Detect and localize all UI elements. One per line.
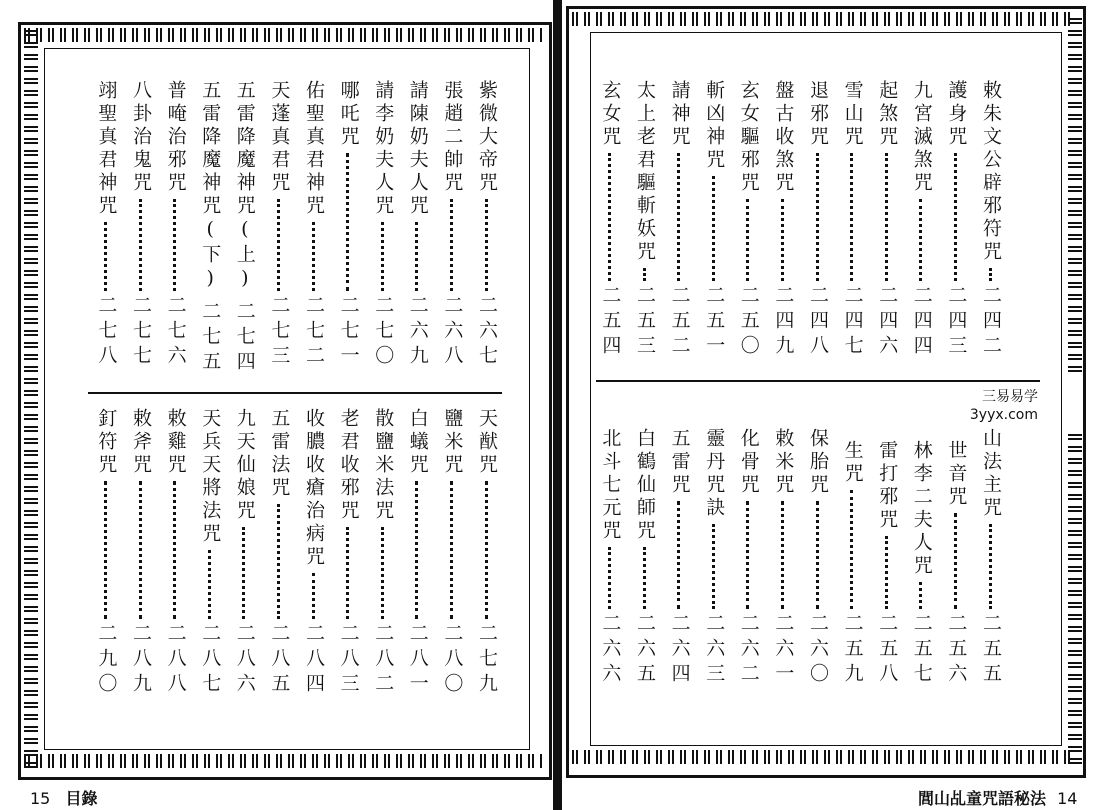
toc-entry-page-number: 二八三 — [337, 623, 360, 698]
toc-leader-dots — [919, 199, 924, 281]
toc-entry-title: 五雷咒 — [668, 428, 691, 497]
toc-leader-dots — [381, 222, 386, 291]
toc-entry-title: 五雷降魔神咒(上) — [233, 80, 256, 293]
toc-entry-page-number: 二七九 — [476, 623, 498, 698]
right-page-right-meander-border — [1068, 12, 1082, 372]
toc-entry — [301, 408, 327, 698]
toc-entry — [93, 80, 119, 370]
toc-leader-dots — [173, 481, 178, 619]
toc-leader-dots — [954, 513, 959, 609]
toc-entry-title: 天蓬真君咒 — [268, 80, 291, 195]
right-page-bottom-meander-border — [572, 750, 1076, 764]
toc-entry-page-number: 二九〇 — [95, 623, 118, 698]
toc-entry-page-number: 二四四 — [910, 285, 933, 360]
right-page-top-meander-border — [572, 12, 1076, 26]
toc-entry — [805, 80, 831, 360]
toc-entry-page-number: 二六三 — [703, 613, 726, 688]
left-page-section-label: 目錄 — [65, 789, 98, 808]
toc-entry — [93, 408, 119, 698]
toc-entry-title: 敕米咒 — [772, 428, 795, 497]
toc-entry — [909, 80, 935, 360]
toc-entry-title: 收膿收瘡治病咒 — [303, 408, 325, 569]
toc-leader-dots — [312, 573, 317, 619]
toc-leader-dots — [816, 501, 821, 609]
left-page-top-meander-border — [24, 28, 542, 42]
toc-entry — [128, 80, 154, 370]
toc-leader-dots — [608, 547, 613, 609]
toc-entry-title: 太上老君驅斬妖咒 — [634, 80, 656, 264]
toc-entry — [232, 80, 258, 376]
toc-entry — [439, 408, 465, 698]
toc-entry-title: 五雷法咒 — [268, 408, 291, 500]
right-page-number: 14 — [1057, 789, 1078, 808]
toc-entry — [909, 440, 935, 688]
toc-entry — [805, 428, 831, 688]
toc-entry-title: 護身咒 — [945, 80, 968, 149]
toc-entry-title: 釘符咒 — [95, 408, 118, 477]
left-page-bottom-meander-border — [24, 754, 542, 768]
left-page-left-meander-border — [24, 28, 38, 768]
toc-entry-title: 敕雞咒 — [164, 408, 187, 477]
toc-leader-dots — [104, 222, 109, 291]
toc-leader-dots — [312, 222, 317, 291]
toc-entry — [667, 428, 693, 688]
toc-entry — [163, 408, 189, 698]
toc-entry — [770, 80, 796, 360]
toc-entry — [943, 80, 969, 360]
right-page-right-lower-meander-border — [1068, 430, 1082, 764]
toc-leader-dots — [781, 199, 786, 281]
toc-leader-dots — [485, 481, 490, 619]
toc-entry — [128, 408, 154, 698]
toc-entry-title: 八卦治鬼咒 — [130, 80, 152, 195]
toc-leader-dots — [139, 199, 144, 291]
toc-entry-title: 請神咒 — [668, 80, 691, 149]
toc-entry-page-number: 二八六 — [233, 623, 256, 698]
toc-leader-dots — [208, 550, 213, 619]
right-page-book-title: 閭山乩童咒語秘法 — [918, 789, 1047, 808]
toc-entry-title: 鹽米咒 — [441, 408, 464, 477]
toc-entry-page-number: 二五八 — [876, 613, 899, 688]
toc-leader-dots — [989, 524, 994, 609]
toc-entry-title: 退邪咒 — [807, 80, 829, 149]
toc-entry — [163, 80, 189, 370]
toc-entry-title: 盤古收煞咒 — [772, 80, 795, 195]
toc-leader-dots — [450, 199, 455, 291]
toc-entry-page-number: 二五一 — [703, 285, 726, 360]
toc-entry-title: 林李二夫人咒 — [910, 440, 933, 578]
toc-entry-title: 翊聖真君神咒 — [95, 80, 118, 218]
toc-entry-page-number: 二四二 — [980, 285, 1002, 360]
toc-entry-page-number: 二五七 — [910, 613, 933, 688]
left-page-divider — [88, 392, 502, 394]
toc-leader-dots — [139, 481, 144, 619]
toc-entry-title: 白蟻咒 — [406, 408, 429, 477]
toc-entry-title: 起煞咒 — [876, 80, 899, 149]
toc-entry-page-number: 二六五 — [634, 613, 656, 688]
book-spine — [553, 0, 562, 810]
toc-entry-page-number: 二四七 — [841, 285, 864, 360]
toc-entry-title: 請李奶夫人咒 — [372, 80, 395, 218]
toc-entry-page-number: 二六八 — [441, 295, 464, 370]
toc-leader-dots — [989, 268, 994, 281]
toc-entry — [874, 440, 900, 688]
toc-leader-dots — [415, 222, 420, 291]
toc-entry-page-number: 二八八 — [164, 623, 187, 698]
toc-entry-title: 玄女驅邪咒 — [737, 80, 760, 195]
toc-leader-dots — [608, 153, 613, 281]
toc-entry-page-number: 二七二 — [303, 295, 325, 370]
toc-leader-dots — [643, 268, 648, 281]
toc-entry — [943, 440, 969, 688]
toc-leader-dots — [381, 527, 386, 619]
watermark — [940, 388, 1038, 424]
toc-entry — [405, 408, 431, 698]
toc-leader-dots — [885, 153, 890, 281]
toc-entry-page-number: 二七五 — [199, 301, 222, 376]
toc-entry-page-number: 二七六 — [164, 295, 187, 370]
toc-entry — [474, 80, 500, 370]
toc-entry-title: 化骨咒 — [737, 428, 760, 497]
toc-entry-page-number: 二六一 — [772, 613, 795, 688]
toc-entry — [405, 80, 431, 370]
toc-entry-page-number: 二八四 — [303, 623, 325, 698]
toc-leader-dots — [746, 501, 751, 609]
toc-entry — [632, 80, 658, 360]
toc-entry — [439, 80, 465, 370]
toc-entry-page-number: 二七八 — [95, 295, 118, 370]
watermark-line-2: 3yyx.com — [969, 407, 1038, 423]
toc-leader-dots — [850, 490, 855, 609]
toc-entry-title: 山法主咒 — [980, 428, 1002, 520]
toc-entry-title: 請陳奶夫人咒 — [406, 80, 429, 218]
toc-entry-title: 雪山咒 — [841, 80, 864, 149]
toc-entry-page-number: 二五〇 — [737, 285, 760, 360]
toc-entry-page-number: 二四九 — [772, 285, 795, 360]
toc-entry-page-number: 二五九 — [841, 613, 864, 688]
toc-entry — [336, 408, 362, 698]
toc-entry — [266, 80, 292, 370]
toc-entry-page-number: 二七〇 — [372, 295, 395, 370]
toc-entry — [197, 80, 223, 376]
toc-entry — [370, 80, 396, 370]
toc-entry-title: 天猷咒 — [476, 408, 498, 477]
toc-entry — [770, 428, 796, 688]
toc-entry-page-number: 二六九 — [406, 295, 429, 370]
toc-entry — [874, 80, 900, 360]
toc-entry-page-number: 二四三 — [945, 285, 968, 360]
toc-leader-dots — [885, 536, 890, 609]
right-page-footer — [918, 786, 1077, 809]
toc-leader-dots — [242, 527, 247, 619]
toc-entry-page-number: 二八一 — [406, 623, 429, 698]
toc-entry-title: 老君收邪咒 — [337, 408, 360, 523]
toc-entry-title: 散鹽米法咒 — [372, 408, 395, 523]
toc-entry-page-number: 二六四 — [668, 613, 691, 688]
toc-leader-dots — [919, 582, 924, 609]
toc-entry-title: 張趙二帥咒 — [441, 80, 464, 195]
toc-entry-page-number: 二六七 — [476, 295, 498, 370]
toc-entry-page-number: 二七一 — [337, 295, 360, 370]
toc-entry-title: 九宮滅煞咒 — [910, 80, 933, 195]
toc-entry — [597, 80, 623, 360]
toc-entry-page-number: 二四六 — [876, 285, 899, 360]
toc-leader-dots — [173, 199, 178, 291]
toc-leader-dots — [643, 547, 648, 609]
toc-entry-page-number: 二六二 — [737, 613, 760, 688]
toc-entry-title: 雷打邪咒 — [876, 440, 899, 532]
toc-entry-title: 靈丹咒訣 — [703, 428, 726, 520]
toc-entry-page-number: 二七四 — [233, 301, 256, 376]
toc-entry-page-number: 二八五 — [268, 623, 291, 698]
toc-entry-page-number: 二七七 — [130, 295, 152, 370]
toc-leader-dots — [954, 153, 959, 281]
toc-leader-dots — [712, 176, 717, 281]
toc-entry-page-number: 二五二 — [668, 285, 691, 360]
toc-entry — [840, 440, 866, 688]
toc-entry — [597, 428, 623, 688]
toc-leader-dots — [677, 501, 682, 609]
toc-entry — [336, 80, 362, 370]
toc-entry-title: 普唵治邪咒 — [164, 80, 187, 195]
toc-entry-title: 北斗七元咒 — [599, 428, 622, 543]
toc-entry-title: 佑聖真君神咒 — [303, 80, 325, 218]
toc-leader-dots — [781, 501, 786, 609]
toc-entry — [736, 80, 762, 360]
toc-entry — [840, 80, 866, 360]
toc-entry-title: 生咒 — [841, 440, 864, 486]
toc-entry-page-number: 二八〇 — [441, 623, 464, 698]
watermark-line-1: 三易易学 — [982, 389, 1038, 405]
toc-entry-page-number: 二八二 — [372, 623, 395, 698]
toc-entry-title: 敕朱文公辟邪符咒 — [980, 80, 1002, 264]
toc-leader-dots — [450, 481, 455, 619]
toc-entry-title: 白鶴仙師咒 — [634, 428, 656, 543]
toc-entry-page-number: 二六〇 — [807, 613, 829, 688]
toc-entry-title: 九天仙娘咒 — [233, 408, 256, 523]
toc-entry-title: 保胎咒 — [807, 428, 829, 497]
toc-leader-dots — [485, 199, 490, 291]
toc-entry — [632, 428, 658, 688]
toc-entry-page-number: 二八七 — [199, 623, 222, 698]
toc-entry-title: 紫微大帝咒 — [476, 80, 498, 195]
toc-entry-title: 五雷降魔神咒(下) — [199, 80, 222, 293]
right-page — [562, 0, 1102, 810]
left-page-number: 15 — [30, 789, 51, 808]
toc-leader-dots — [850, 153, 855, 281]
toc-entry — [701, 80, 727, 360]
toc-entry — [736, 428, 762, 688]
toc-leader-dots — [346, 153, 351, 291]
toc-leader-dots — [677, 153, 682, 281]
toc-entry-page-number: 二八九 — [130, 623, 152, 698]
toc-entry-title: 世音咒 — [945, 440, 968, 509]
toc-entry-page-number: 二四八 — [807, 285, 829, 360]
toc-entry — [701, 428, 727, 688]
toc-entry — [474, 408, 500, 698]
toc-entry — [197, 408, 223, 698]
toc-entry — [978, 428, 1004, 688]
toc-entry-page-number: 二五四 — [599, 285, 622, 360]
toc-entry-page-number: 二五六 — [945, 613, 968, 688]
toc-leader-dots — [104, 481, 109, 619]
toc-entry-page-number: 二五五 — [980, 613, 1002, 688]
toc-entry-title: 敕斧咒 — [130, 408, 152, 477]
toc-leader-dots — [712, 524, 717, 609]
toc-entry — [370, 408, 396, 698]
toc-entry-title: 哪吒咒 — [337, 80, 360, 149]
toc-entry — [301, 80, 327, 370]
toc-leader-dots — [346, 527, 351, 619]
toc-leader-dots — [277, 199, 282, 291]
left-page-footer — [30, 786, 97, 809]
toc-leader-dots — [816, 153, 821, 281]
toc-entry-page-number: 二五三 — [634, 285, 656, 360]
toc-entry — [232, 408, 258, 698]
toc-entry-page-number: 二七三 — [268, 295, 291, 370]
toc-entry — [978, 80, 1004, 360]
toc-leader-dots — [746, 199, 751, 281]
toc-leader-dots — [277, 504, 282, 619]
toc-entry-title: 天兵天將法咒 — [199, 408, 222, 546]
toc-entry — [667, 80, 693, 360]
toc-entry-page-number: 二六六 — [599, 613, 622, 688]
toc-entry — [266, 408, 292, 698]
right-page-divider — [596, 380, 1040, 382]
toc-entry-title: 斬凶神咒 — [703, 80, 726, 172]
toc-leader-dots — [415, 481, 420, 619]
toc-entry-title: 玄女咒 — [599, 80, 622, 149]
